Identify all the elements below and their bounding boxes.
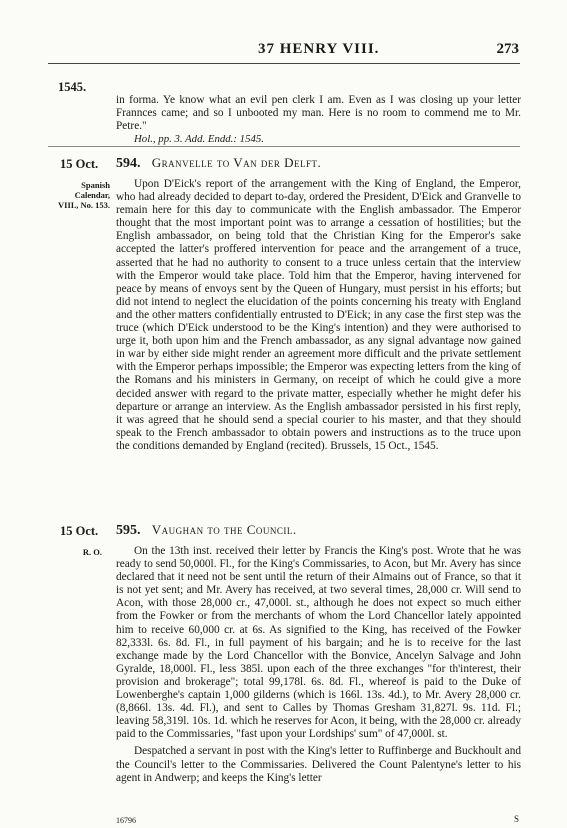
entry-594-title: Granvelle to Van der Delft. — [151, 155, 322, 170]
entry-595-heading — [116, 522, 297, 539]
carryover-meta: Hol., pp. 3. Add. Endd.: 1545. — [134, 133, 264, 146]
entry-595-body — [116, 545, 521, 785]
gathering-mark: S — [513, 814, 519, 824]
entry-595-source: R. O. — [82, 547, 102, 557]
running-head-title: 37 HENRY VIII. — [258, 41, 380, 57]
entry-595-paragraph-1: On the 13th inst. received their letter by Francis the King's post. Wrote that he was ready to send 50,000l. Fl., for the King's Commissaries, to Acon, but Mr. Avery has since declared that it need not be sent until the return of their Almains out of France, so that it is not yet sent; and Mr. Avery has received, at two several times, 28,000 cr. Will send to Acon, with those 28,000 cr., 47,000l. st., although he does not expect so much either from the Fowker or from the merchants of whom the Lord Chancellor lately appointed him to receive 60,000 cr. at 6s. As signified to the King, has received of the Fowker 82,333l. 6s. 8d. Fl., in full payment of his bargain; and he is to receive for the last exchange made by the Lord Chancellor with the Bonvice, Ancelyn Salvage and John Gyralde, 18,000l. Fl., less 385l. upon each of the three exchanges "for th'interest, their provision and brokerage"; total 99,178l. 6s. 8d. Fl., whereof is paid to the Duke of Lowenberghe's captain 1,000 gilderns (which is 166l. 13s. 4d.), to Mr. Avery 28,000 cr. (8,866l. 13s. 4d. Fl.), and sent to Calles by Thomas Gresham 31,827l. 9s. 11d. Fl.; leaving 58,319l. 10s. 1d. which he reserves for Acon, it being, with the 28,000 cr. already paid to the Commissaries, "fast upon your Lordships' sum" of 47,000l. st. — [116, 545, 521, 741]
header-rule — [48, 63, 520, 64]
entry-594-body — [116, 178, 521, 453]
carryover-text: in forma. Ye know what an evil pen clerk I am. Even as I was closing up your letter Frannces came; and so I unbooted my man. Here is no room to commend me to Mr. Petre." — [116, 94, 521, 133]
year-marker: 1545. — [58, 80, 87, 94]
printer-signature: 16796 — [116, 816, 136, 825]
entry-595-number: 595. — [116, 523, 141, 538]
entry-595-title: Vaughan to the Council. — [151, 522, 297, 537]
entry-594-heading — [116, 155, 321, 172]
entry-594-paragraph: Upon D'Eick's report of the arrangement with the King of England, the Emperor, who had already decided to depart to-day, ordered the President, D'Eick and Granvelle to remain here for this day to communicate with the English ambassador. The Emperor thought that the most important point was to arrange a cessation of hostilities; but the English ambassador, on being told that the Christian King for the Emperor's sake accepted the latter's proffered intervention for peace and the arrangement of a truce, asserted that he had no authority to consent to a truce unless certain that the interview with the Emperor would take place. Told him that the Emperor, having intervened for peace by means of envoys sent by the Queen of Hungary, must persist in his efforts; but did not intend to neglect the elucidation of the points concerning his treaty with England and the other matters confidentially entrusted to D'Eick; in any case the first step was the truce (which D'Eick understood to be the King's intention) and they were authorised to urge it, both upon him and the French ambassador, as any signal advantage now gained in war by either side might render an agreement more difficult and the private settlement with the Emperor perhaps impossible; the Emperor was expecting letters from the king of the Romans and his ministers in Germany, on receipt of which he could give a more decided answer with regard to the private matter, especially whether he might defer his departure or arrange an interview. As the English ambassador persisted in his first reply, it was agreed that he should send a special courier to his master, and that they should speak to the French ambassador to obtain powers and instructions as to the truce upon the conditions demanded by England (recited). Brussels, 15 Oct., 1545. — [116, 178, 522, 452]
carryover-block — [116, 94, 521, 146]
entry-594-source: Spanish Calendar, VIII., No. 153. — [58, 180, 110, 210]
running-head — [0, 41, 567, 61]
entry-595-date: 15 Oct. — [60, 524, 99, 538]
entry-595-paragraph-2: Despatched a servant in post with the King's letter to Ruffinberge and Buckhoult and the Council's letter to the Commissaries. Delivered the Count Palentyne's letter to his agent in Andwerp; and keeps the King's letter — [116, 745, 521, 784]
divider — [48, 146, 520, 147]
entry-594-date: 15 Oct. — [60, 157, 99, 171]
page-number: 273 — [496, 41, 519, 57]
entry-594-number: 594. — [116, 156, 141, 171]
